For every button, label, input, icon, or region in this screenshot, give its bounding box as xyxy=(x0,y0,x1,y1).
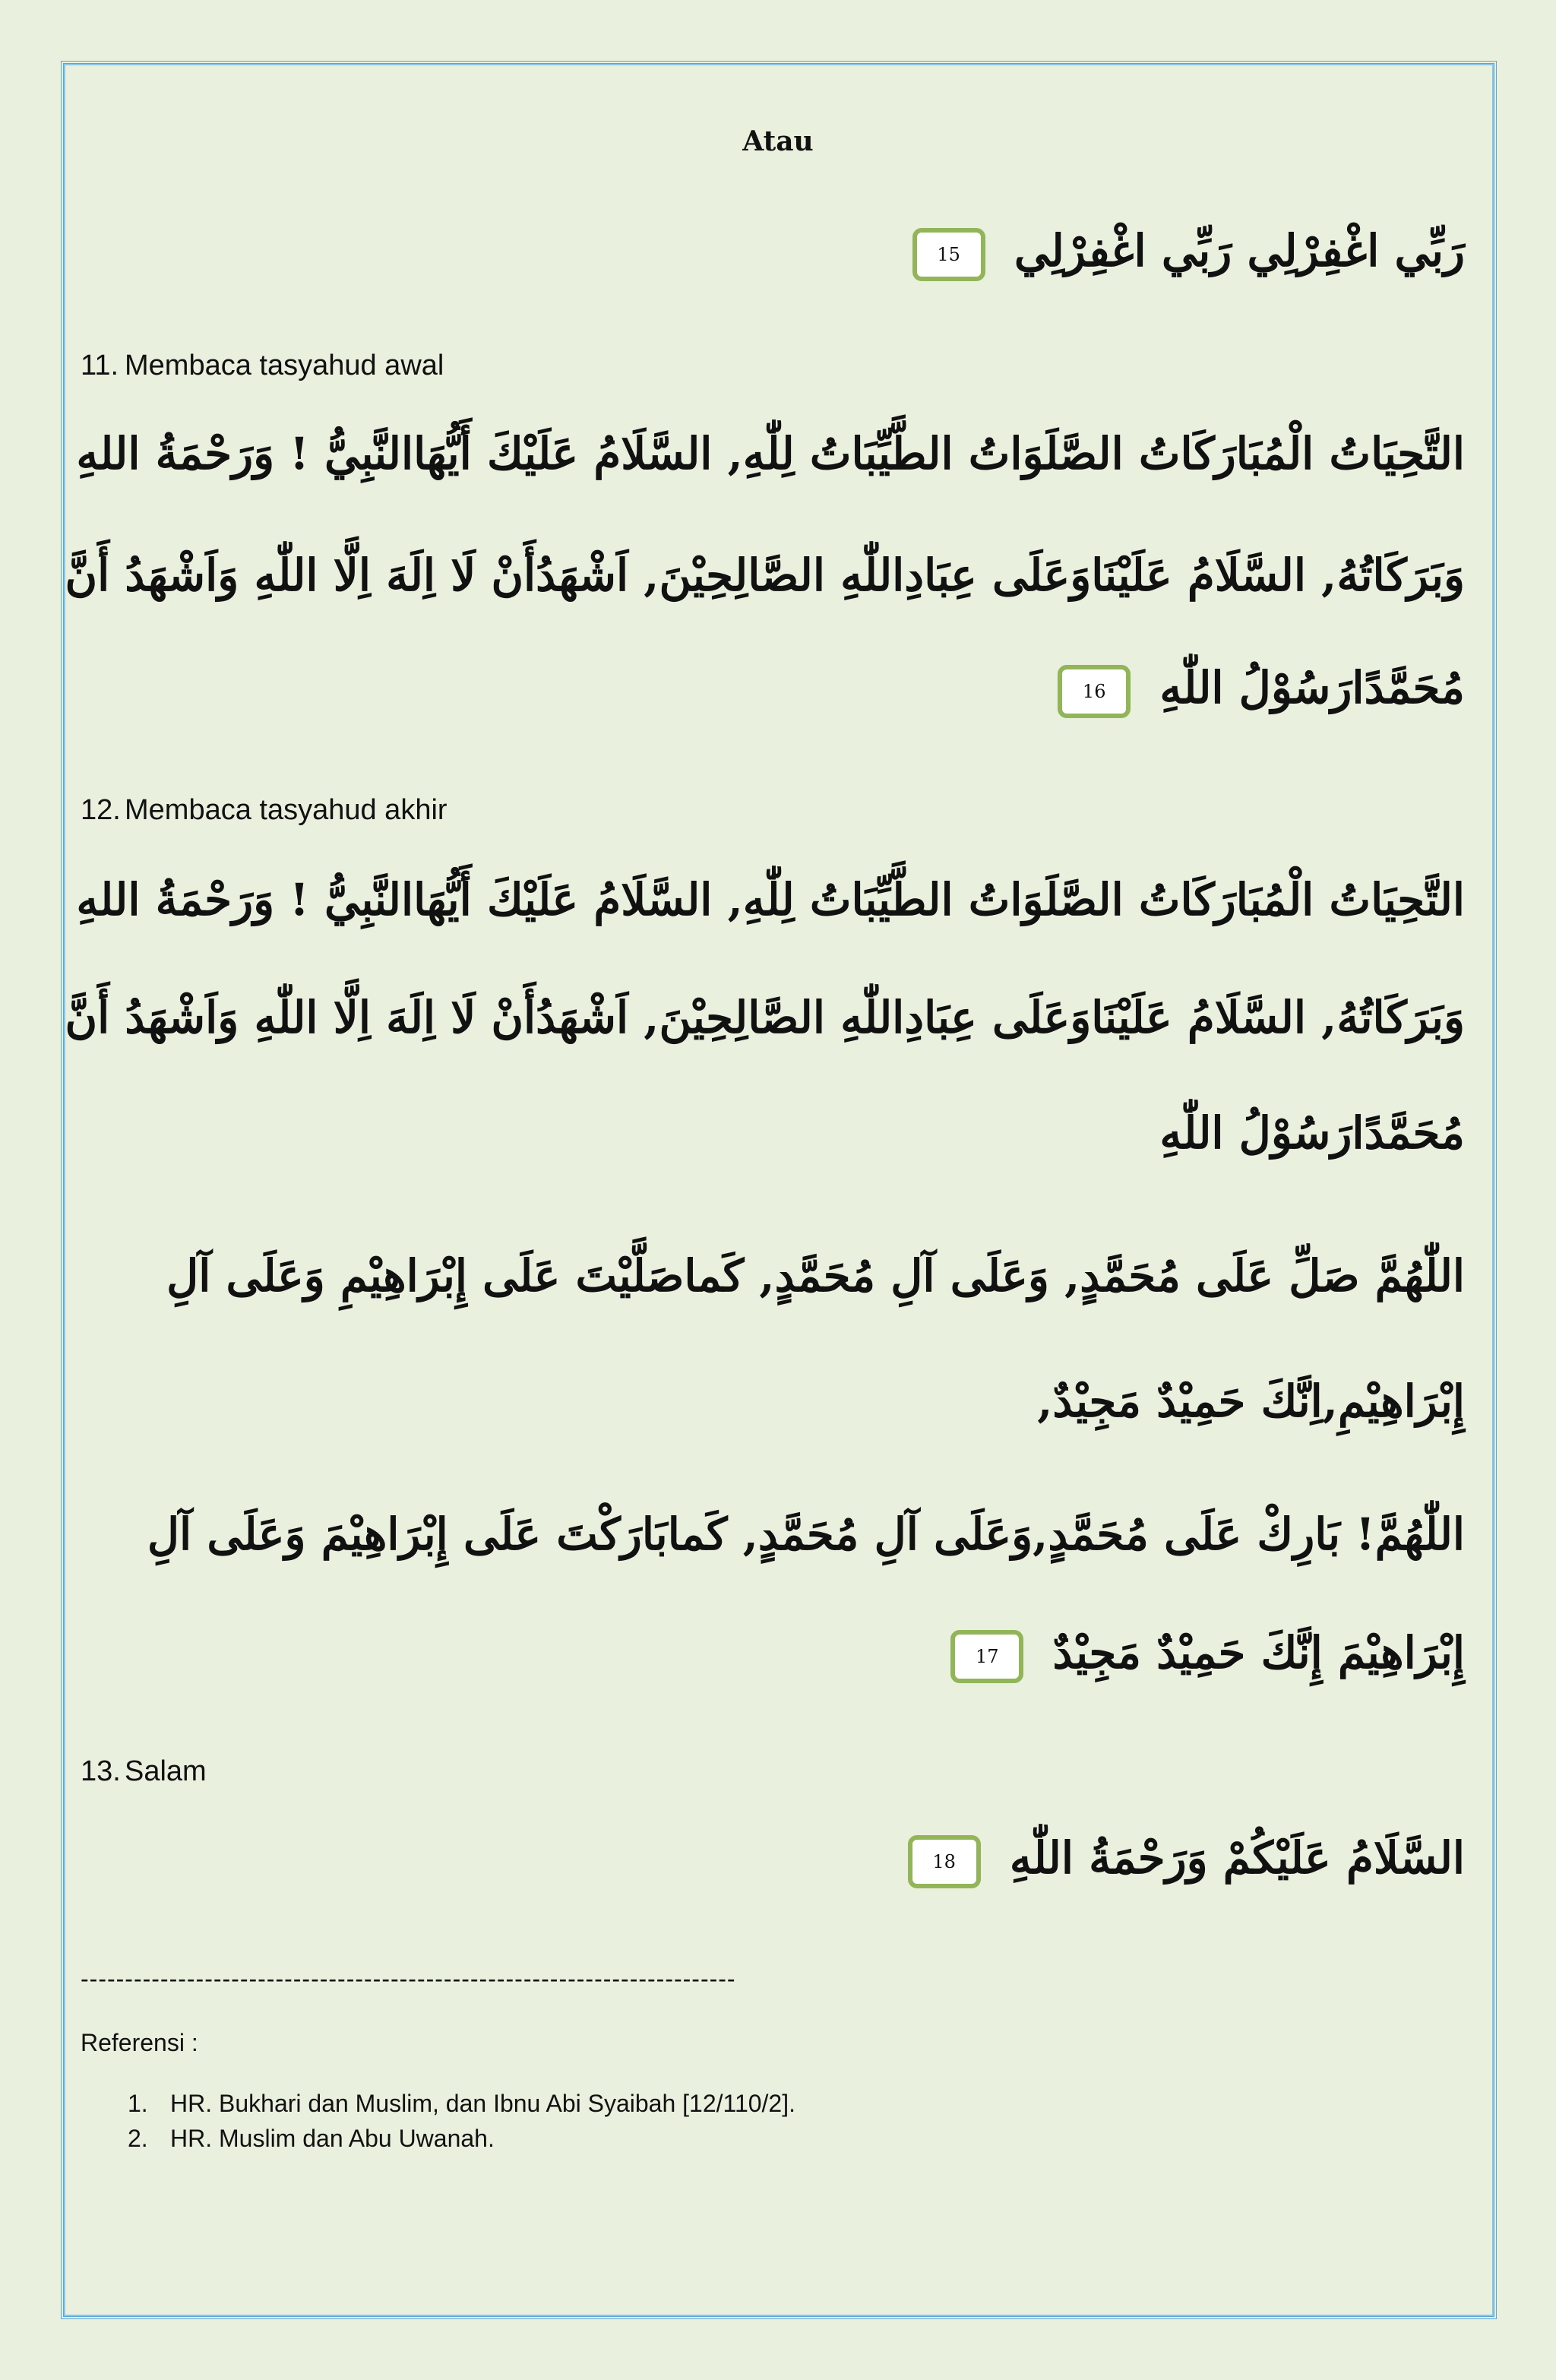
arabic-line-6: وَبَرَكَاتُهُ, السَّلَامُ عَلَيْنَاوَعَلَى عِبَادِاللّٰهِ الصَّالِحِيْنَ, اَشْهَدُأَنْ لَا اِلَهَ اِلَّا اللّٰهِ وَاَشْهَدُ أَنَّ xyxy=(65,992,1465,1043)
arabic-line-8: اللّٰهُمَّ صَلِّ عَلَى مُحَمَّدٍ, وَعَلَى آلِ مُحَمَّدٍ, كَماصَلَّيْتَ عَلَى إِبْرَاهِيْمِ وَعَلَى آلِ xyxy=(166,1250,1465,1302)
arabic-line-5: التَّحِيَاتُ الْمُبَارَكَاتُ الصَّلَوَاتُ الطَّيِّبَاتُ لِلّٰهِ, السَّلَامُ عَلَيْكَ أَيُّهَاالنَّبِيُّ ! وَرَحْمَةُ اللهِ xyxy=(76,874,1465,926)
footnote-badge-17: 17 xyxy=(950,1630,1023,1683)
section-number: 13. xyxy=(81,1755,121,1787)
references-title: Referensi : xyxy=(81,2029,198,2056)
reference-number: 2. xyxy=(128,2125,148,2152)
divider-line: -------------------------------------------------------------------------- xyxy=(81,1965,736,1992)
arabic-text: رَبِّي اغْفِرْلِي رَبِّي اغْفِرْلِي xyxy=(1014,225,1465,277)
section-11 xyxy=(81,350,444,382)
section-number: 12. xyxy=(81,794,121,826)
reference-item xyxy=(128,2125,795,2160)
section-title: Salam xyxy=(125,1755,207,1787)
page-heading: Atau xyxy=(742,125,814,157)
arabic-text: مُحَمَّدًارَسُوْلُ اللّٰهِ xyxy=(1159,662,1465,714)
arabic-line-7: مُحَمَّدًارَسُوْلُ اللّٰهِ xyxy=(1159,1107,1465,1159)
reference-text: HR. Bukhari dan Muslim, dan Ibnu Abi Syaibah [12/110/2]. xyxy=(170,2090,795,2117)
arabic-line-9: إِبْرَاهِيْمِ,اِنَّكَ حَمِيْدٌ مَجِيْدٌ, xyxy=(1037,1375,1465,1427)
footnote-badge-15: 15 xyxy=(912,228,985,281)
arabic-line-3: وَبَرَكَاتُهُ, السَّلَامُ عَلَيْنَاوَعَلَى عِبَادِاللّٰهِ الصَّالِحِيْنَ, اَشْهَدُأَنْ لَا اِلَهَ اِلَّا اللّٰهِ وَاَشْهَدُ أَنَّ xyxy=(65,549,1465,601)
section-12 xyxy=(81,794,448,827)
section-title: Membaca tasyahud akhir xyxy=(125,794,448,826)
arabic-line-4 xyxy=(1058,662,1465,718)
arabic-line-11 xyxy=(950,1627,1465,1683)
section-13 xyxy=(81,1755,207,1788)
arabic-text: السَّلَامُ عَلَيْكُمْ وَرَحْمَةُ اللّٰهِ xyxy=(1009,1832,1465,1884)
arabic-line-1 xyxy=(912,225,1465,281)
reference-item xyxy=(128,2090,795,2125)
references-list xyxy=(128,2090,795,2160)
arabic-text: إِبْرَاهِيْمَ إِنَّكَ حَمِيْدٌ مَجِيْدٌ xyxy=(1052,1627,1465,1679)
section-number: 11. xyxy=(81,350,119,381)
reference-text: HR. Muslim dan Abu Uwanah. xyxy=(170,2125,495,2152)
arabic-line-2: التَّحِيَاتُ الْمُبَارَكَاتُ الصَّلَوَاتُ الطَّيِّبَاتُ لِلّٰهِ, السَّلَامُ عَلَيْكَ أَيُّهَاالنَّبِيُّ ! وَرَحْمَةُ اللهِ xyxy=(76,428,1465,479)
footnote-badge-18: 18 xyxy=(908,1835,981,1888)
reference-number: 1. xyxy=(128,2090,148,2117)
footnote-badge-16: 16 xyxy=(1058,665,1131,718)
arabic-line-10: اللّٰهُمَّ! بَارِكْ عَلَى مُحَمَّدٍ,وَعَلَى آلِ مُحَمَّدٍ, كَمابَارَكْتَ عَلَى إِبْرَاهِيْمَ وَعَلَى آلِ xyxy=(147,1508,1465,1560)
arabic-line-12 xyxy=(908,1832,1465,1888)
section-title: Membaca tasyahud awal xyxy=(125,350,444,381)
